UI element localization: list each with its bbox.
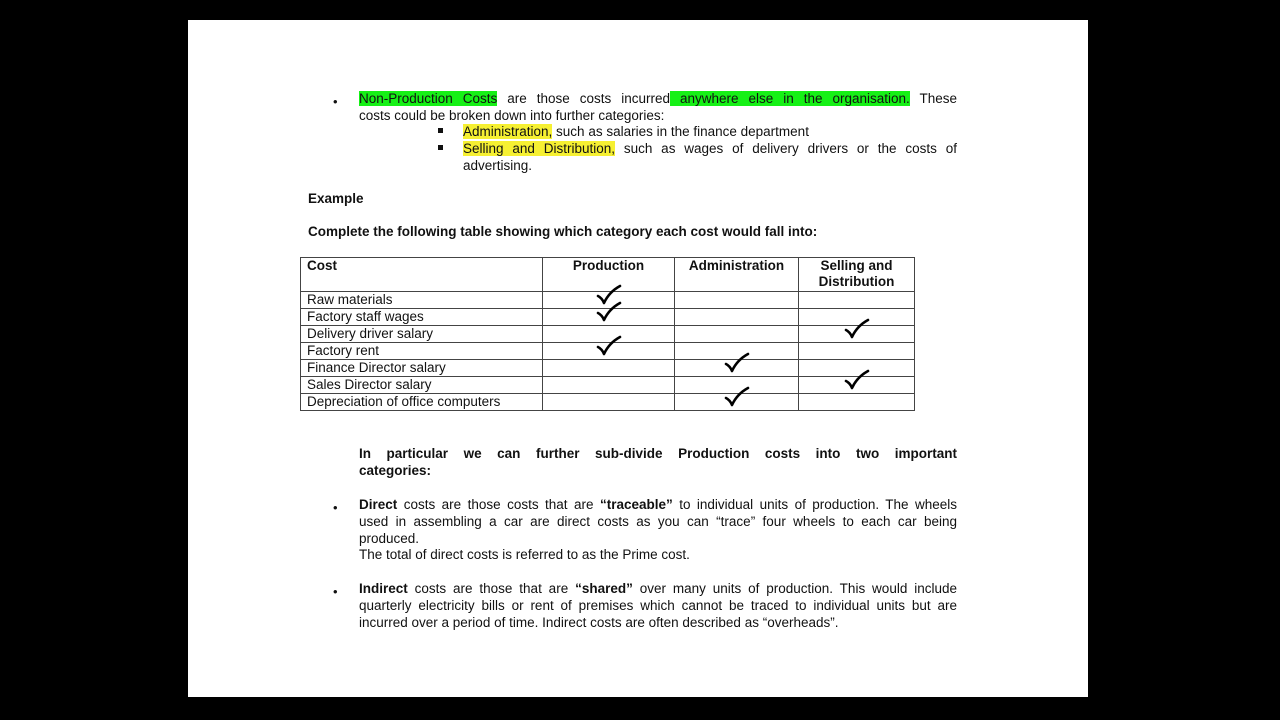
bullet-dot: • bbox=[333, 94, 338, 109]
checkmark-icon bbox=[844, 369, 870, 395]
table-row bbox=[301, 343, 915, 360]
cell-cost: Delivery driver salary bbox=[301, 326, 543, 343]
header-administration: Administration bbox=[675, 258, 799, 292]
cell-admin bbox=[675, 394, 799, 411]
cell-prod bbox=[543, 343, 675, 360]
indirect-line-3: incurred over a period of time. Indirect costs are often described as “overheads”. bbox=[359, 615, 839, 630]
table-row bbox=[301, 360, 915, 377]
document-page bbox=[188, 20, 1088, 697]
term-highlight: Non-Production Costs bbox=[359, 91, 498, 106]
phrase-highlight: anywhere else in the organisation. bbox=[670, 91, 910, 106]
checkmark-icon bbox=[724, 386, 750, 412]
cell-sell bbox=[799, 394, 915, 411]
cell-cost: Factory staff wages bbox=[301, 309, 543, 326]
cell-cost: Raw materials bbox=[301, 292, 543, 309]
cell-prod bbox=[543, 377, 675, 394]
header-production: Production bbox=[543, 258, 675, 292]
cell-cost: Finance Director salary bbox=[301, 360, 543, 377]
indirect-line-1: Indirect costs are those that are “shared” over many units of production. This would include bbox=[359, 581, 957, 596]
instruction-text: Complete the following table showing which category each cost would fall into: bbox=[308, 224, 818, 239]
header-selling-distribution: Selling and Distribution bbox=[799, 258, 915, 292]
cell-sell bbox=[799, 343, 915, 360]
cell-cost: Depreciation of office computers bbox=[301, 394, 543, 411]
direct-line-2: used in assembling a car are direct costs as you can “trace” four wheels to each car being bbox=[359, 514, 957, 529]
direct-line-4: The total of direct costs is referred to as the Prime cost. bbox=[359, 547, 690, 562]
cell-sell bbox=[799, 377, 915, 394]
cell-admin bbox=[675, 326, 799, 343]
indirect-line-2: quarterly electricity bills or rent of premises which cannot be traced to individual units but are bbox=[359, 598, 957, 613]
header-cost: Cost bbox=[301, 258, 543, 292]
direct-line-3: produced. bbox=[359, 531, 420, 546]
cell-prod bbox=[543, 309, 675, 326]
cell-sell bbox=[799, 326, 915, 343]
checkmark-icon bbox=[596, 301, 622, 327]
particular-line-1: In particular we can further sub-divide Production costs into two important bbox=[359, 446, 957, 461]
cell-admin bbox=[675, 360, 799, 377]
table-row bbox=[301, 377, 915, 394]
square-bullet bbox=[438, 128, 443, 133]
square-bullet bbox=[438, 145, 443, 150]
cell-prod bbox=[543, 360, 675, 377]
cell-sell bbox=[799, 292, 915, 309]
bullet-dot: • bbox=[333, 500, 338, 515]
cell-admin bbox=[675, 292, 799, 309]
checkmark-icon bbox=[844, 318, 870, 344]
cell-prod bbox=[543, 394, 675, 411]
checkmark-icon bbox=[596, 335, 622, 361]
example-heading: Example bbox=[308, 191, 364, 206]
sub-item-administration: Administration, such as salaries in the finance department bbox=[463, 124, 809, 139]
intro-line-1: Non-Production Costs are those costs incurred anywhere else in the organisation. These bbox=[359, 91, 958, 106]
table-row bbox=[301, 309, 915, 326]
table-row bbox=[301, 394, 915, 411]
bullet-dot: • bbox=[333, 584, 338, 599]
sub-item-selling: Selling and Distribution, such as wages of delivery drivers or the costs of bbox=[463, 141, 957, 156]
direct-line-1: Direct costs are those costs that are “traceable” to individual units of production. The wheels bbox=[359, 497, 957, 512]
checkmark-icon bbox=[724, 352, 750, 378]
cell-cost: Sales Director salary bbox=[301, 377, 543, 394]
particular-line-2: categories: bbox=[359, 463, 432, 478]
sub-item-selling-line-2: advertising. bbox=[463, 158, 533, 173]
intro-line-2: costs could be broken down into further categories: bbox=[359, 108, 665, 123]
cell-cost: Factory rent bbox=[301, 343, 543, 360]
cell-admin bbox=[675, 309, 799, 326]
cost-category-table bbox=[300, 257, 915, 411]
